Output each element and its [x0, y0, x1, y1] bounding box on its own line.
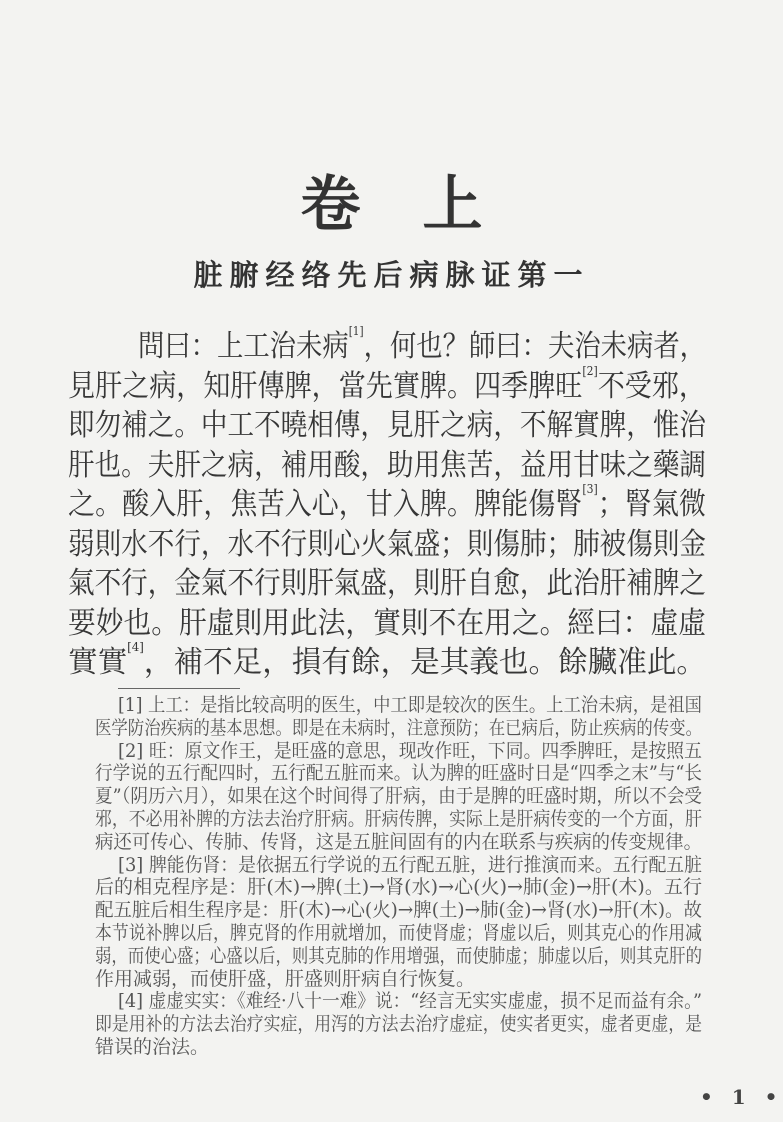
line-content: 本节说补脾以后，脾克肾的作用就增加，而使肾虚；肾虚以后，则其克心的作用减	[95, 921, 702, 944]
footnote-2-line	[95, 808, 702, 831]
text-segment: 問曰：上工治未病	[138, 329, 349, 364]
footnote-1-line	[95, 717, 702, 740]
main-text-line	[68, 604, 706, 644]
line-content	[68, 564, 706, 604]
footnote-ref: [1]	[348, 324, 364, 338]
main-text-line	[68, 564, 706, 604]
footnote-divider	[118, 688, 240, 689]
line-content	[68, 640, 706, 683]
line-content: [4] 虚虚实实：《难经·八十一难》说：“经言无实实虚虚，损不足而益有余。”	[118, 990, 702, 1013]
main-text-line	[68, 482, 706, 525]
text-segment: 要妙也。肝虛則用此法，實則不在用之。經曰：虛虛	[68, 605, 706, 641]
line-content: 配五脏后相生程序是：肝(木)→心(火)→脾(土)→肺(金)→肾(水)→肝(木)。故	[95, 899, 702, 922]
line-content: 医学防治疾病的基本思想。即是在未病时，注意预防；在已病后，防止疾病的传变。	[95, 716, 702, 739]
footnote-ref: [2]	[582, 363, 598, 378]
footnote-3-line	[95, 899, 702, 922]
text-segment: 即勿補之。中工不曉相傳，見肝之病，不解實脾，惟治	[68, 408, 706, 443]
text-segment: ；腎氣微	[597, 487, 706, 522]
footnote-3-line	[95, 876, 702, 899]
line-content: [3] 脾能伤肾：是依据五行学说的五行配五脏，进行推演而来。五行配五脏	[118, 853, 702, 876]
main-text-line	[68, 446, 706, 486]
line-content	[138, 324, 706, 367]
main-text-line	[68, 525, 706, 565]
text-segment: 弱則水不行，水不行則心火氣盛；則傷肺；肺被傷則金	[68, 526, 706, 562]
line-content	[68, 604, 706, 644]
line-content	[68, 446, 706, 486]
footnote-2-line	[95, 785, 702, 808]
main-text-line	[68, 640, 706, 683]
main-text-line	[68, 324, 706, 367]
footnote-3-line	[95, 854, 702, 877]
line-content: 即是用补的方法去治疗实症，用泻的方法去治疗虚症，使实者更实，虚者更虚，是	[95, 1013, 702, 1036]
line-content: [2] 旺：原文作王，是旺盛的意思，现改作旺，下同。四季脾旺，是按照五	[118, 739, 702, 762]
footnote-3-line	[95, 968, 702, 991]
text-segment: 肝也。夫肝之病，補用酸，助用焦苦，益用甘味之藥調	[68, 447, 706, 483]
text-segment: 氣不行，金氣不行則肝氣盛，則肝自愈，此治肝補脾之	[68, 566, 706, 601]
main-text-line	[68, 363, 706, 407]
main-text-line	[68, 406, 706, 446]
line-content: 作用减弱，而使肝盛，肝盛则肝病自行恢复。	[95, 967, 476, 990]
footnote-ref: [4]	[127, 640, 144, 654]
footnote-3-line	[95, 922, 702, 945]
line-content	[68, 482, 706, 525]
line-content: 病还可传心、传肺、传肾，这是五脏间固有的内在联系与疾病的传变规律。	[95, 830, 702, 853]
footnote-4-line	[95, 1013, 702, 1036]
footnote-4-line	[95, 990, 702, 1013]
text-segment: 見肝之病，知肝傳脾，當先實脾。四季脾旺	[68, 368, 583, 404]
footnotes	[95, 694, 702, 1059]
footnote-1-line	[95, 694, 702, 717]
footnote-ref: [3]	[582, 482, 598, 496]
line-content: 后的相克程序是：肝(木)→脾(土)→肾(水)→心(火)→肺(金)→肝(木)。五行	[95, 876, 702, 899]
line-content: 邪，不必用补脾的方法去治疗肝病。肝病传脾，实际上是肝病传变的一个方面，肝	[95, 807, 702, 830]
line-content	[68, 525, 706, 565]
section-subtitle: 脏腑经络先后病脉证第一	[193, 258, 590, 292]
line-content: [1] 上工：是指比较高明的医生，中工即是较次的医生。上工治未病，是祖国	[118, 694, 702, 716]
footnote-3-line	[95, 945, 702, 968]
text-segment: 實實	[68, 645, 128, 680]
text-segment: 不受邪，	[597, 368, 706, 404]
main-text	[68, 324, 706, 683]
chapter-title: 卷上	[300, 170, 545, 240]
line-content: 弱，而使心盛；心盛以后，则其克肺的作用增强，而使肺虚；肺虚以后，则其克肝的	[95, 944, 702, 967]
line-content: 夏”（阴历六月），如果在这个时间得了肝病，由于是脾的旺盛时期，所以不会受	[95, 785, 702, 808]
page-number: • 1 •	[700, 1085, 783, 1109]
footnote-2-line	[95, 831, 702, 854]
footnote-4-line	[95, 1036, 702, 1059]
text-segment: ，何也？師曰：夫治未病者，	[363, 329, 706, 364]
footnote-2-line	[95, 740, 702, 763]
footnote-2-line	[95, 762, 702, 785]
line-content	[68, 406, 706, 446]
line-content: 行学说的五行配四时，五行配五脏而来。认为脾的旺盛时日是“四季之末”与“长	[95, 762, 702, 785]
text-segment: ，補不足，損有餘，是其義也。餘臟准此。	[143, 645, 706, 680]
text-segment: 之。酸入肝，焦苦入心，甘入脾。脾能傷腎	[68, 487, 583, 522]
line-content	[68, 363, 706, 407]
line-content: 错误的治法。	[95, 1035, 210, 1058]
